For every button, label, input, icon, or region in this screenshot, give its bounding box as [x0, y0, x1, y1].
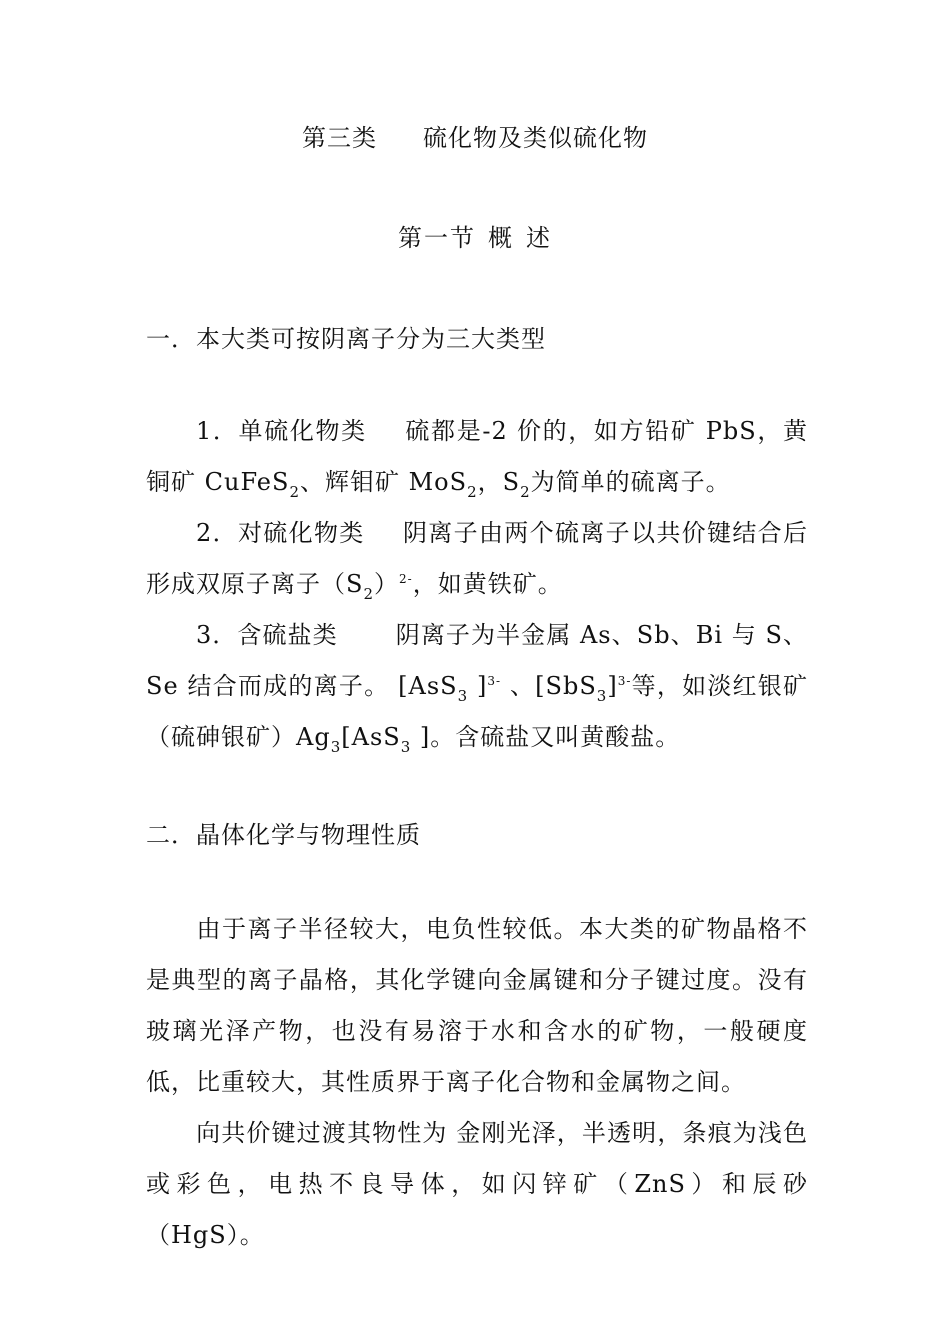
item2-sub1: 2: [363, 585, 374, 603]
paragraph2-text: 向共价键过渡其物性为 金刚光泽，半透明，条痕为浅色或彩色，电热不良导体，如闪锌矿（ZnS）和辰砂（HgS）。: [146, 1119, 808, 1249]
item3-sub1: 3: [457, 687, 469, 705]
item3-text5: 等，如淡红银矿（硫砷银矿）Ag: [146, 672, 809, 751]
section-title-word3: 述: [526, 224, 552, 252]
item3-sub4: 3: [400, 738, 412, 756]
item3-text2: ]: [468, 672, 488, 700]
item1-text3: ，S: [477, 468, 521, 496]
item3-text3: 、[SbS: [501, 672, 597, 700]
item-sulfosalts: [146, 610, 808, 763]
item3-text1: 阴离子为半金属 As、Sb、Bi 与 S、Se 结合而成的离子。 [AsS: [146, 621, 808, 700]
item1-text4: 为简单的硫离子。: [530, 468, 731, 496]
item3-sup2: 3-: [617, 674, 632, 688]
paragraph-crystal-chemistry: [146, 904, 808, 1108]
item1-sub3: 2: [520, 483, 531, 501]
heading-two: 二．晶体化学与物理性质: [146, 821, 421, 849]
item2-text2: ）: [374, 570, 399, 598]
item2-text1: 阴离子由两个硫离子以共价键结合后形成双原子离子（S: [146, 519, 808, 598]
section-title: [0, 218, 950, 253]
paragraph1-text: 由于离子半径较大，电负性较低。本大类的矿物晶格不是典型的离子晶格，其化学键向金属键和分子键过度。没有玻璃光泽产物，也没有易溶于水和含水的矿物，一般硬度低，比重较大，其性质界于离子化合物和金属物之间。: [146, 915, 808, 1096]
item-mono-sulfides: [146, 406, 808, 508]
item1-sub1: 2: [289, 483, 300, 501]
item1-label: 1．单硫化物类: [196, 417, 367, 445]
item2-sup1: 2-: [399, 572, 413, 586]
paragraph-covalent-properties: [146, 1108, 808, 1261]
section-title-word2: 概: [488, 224, 514, 252]
item1-text1: 硫都是-2 价的，如方铅矿 PbS，黄铜矿 CuFeS: [146, 417, 808, 496]
item3-text4: ]: [607, 672, 618, 700]
item1-sub2: 2: [467, 483, 478, 501]
section-title-word1: 第一节: [398, 224, 476, 252]
heading-one: 一．本大类可按阴离子分为三大类型: [146, 325, 546, 353]
item-di-sulfides: [146, 508, 808, 610]
item3-sup1: 3-: [487, 674, 502, 688]
item3-sub3: 3: [330, 738, 342, 756]
item3-label: 3．含硫盐类: [196, 621, 338, 649]
chapter-title-part2: 硫化物及类似硫化物: [423, 124, 648, 152]
item3-text6: [AsS: [341, 723, 401, 751]
chapter-title-part1: 第三类: [302, 124, 377, 152]
item2-label: 2．对硫化物类: [196, 519, 365, 547]
item3-sub2: 3: [596, 687, 608, 705]
chapter-title: [0, 118, 950, 153]
item2-text3: ，如黄铁矿。: [412, 570, 563, 598]
item3-text7: ]。含硫盐又叫黄酸盐。: [411, 723, 681, 751]
item1-text2: 、辉钼矿 MoS: [299, 468, 468, 496]
